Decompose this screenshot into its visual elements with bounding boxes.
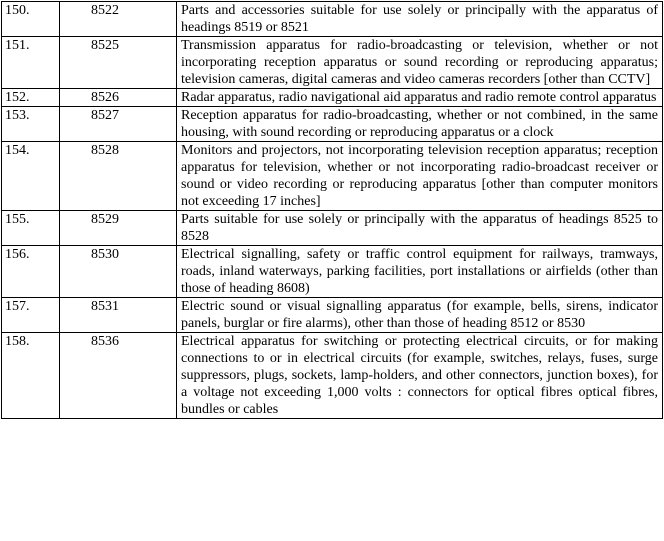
description-cell: Transmission apparatus for radio-broadcasting or television, whether or not incorporating reception apparatus or sound recording or reproducing apparatus; television cameras, digital cameras and video cameras recorders [other than CCTV]: [177, 37, 663, 89]
table-row: [2, 246, 663, 298]
heading-code-cell: 8526: [60, 89, 177, 107]
heading-code-cell: 8530: [60, 246, 177, 298]
serial-number-cell: 155.: [2, 211, 60, 246]
heading-code-cell: 8527: [60, 107, 177, 142]
description-cell: Electrical signalling, safety or traffic control equipment for railways, tramways, roads, inland waterways, parking facilities, port installations or airfields (other than those of heading 8608): [177, 246, 663, 298]
description-cell: Electric sound or visual signalling apparatus (for example, bells, sirens, indicator panels, burglar or fire alarms), other than those of heading 8512 or 8530: [177, 298, 663, 333]
table-row: [2, 211, 663, 246]
serial-number-cell: 152.: [2, 89, 60, 107]
table-row: [2, 89, 663, 107]
serial-number-cell: 151.: [2, 37, 60, 89]
table-row: [2, 333, 663, 419]
table-row: [2, 37, 663, 89]
serial-number-cell: 156.: [2, 246, 60, 298]
tariff-table: [1, 1, 663, 419]
table-row: [2, 107, 663, 142]
serial-number-cell: 150.: [2, 2, 60, 37]
table-row: [2, 142, 663, 211]
heading-code-cell: 8531: [60, 298, 177, 333]
heading-code-cell: 8522: [60, 2, 177, 37]
heading-code-cell: 8529: [60, 211, 177, 246]
description-cell: Radar apparatus, radio navigational aid apparatus and radio remote control apparatus: [177, 89, 663, 107]
serial-number-cell: 158.: [2, 333, 60, 419]
table-row: [2, 298, 663, 333]
description-cell: Parts and accessories suitable for use solely or principally with the apparatus of headings 8519 or 8521: [177, 2, 663, 37]
table-row: [2, 2, 663, 37]
heading-code-cell: 8536: [60, 333, 177, 419]
description-cell: Monitors and projectors, not incorporating television reception apparatus; reception apparatus for television, whether or not incorporating radio-broadcast receiver or sound or video recording or reproducing apparatus [other than computer monitors not exceeding 17 inches]: [177, 142, 663, 211]
heading-code-cell: 8525: [60, 37, 177, 89]
description-cell: Electrical apparatus for switching or protecting electrical circuits, or for making connections to or in electrical circuits (for example, switches, relays, fuses, surge suppressors, plugs, sockets, lamp-holders, and other connectors, junction boxes), for a voltage not exceeding 1,000 volts : connectors for optical fibres optical fibres, bundles or cables: [177, 333, 663, 419]
serial-number-cell: 157.: [2, 298, 60, 333]
serial-number-cell: 154.: [2, 142, 60, 211]
description-cell: Parts suitable for use solely or principally with the apparatus of headings 8525 to 8528: [177, 211, 663, 246]
heading-code-cell: 8528: [60, 142, 177, 211]
description-cell: Reception apparatus for radio-broadcasting, whether or not combined, in the same housing, with sound recording or reproducing apparatus or a clock: [177, 107, 663, 142]
serial-number-cell: 153.: [2, 107, 60, 142]
